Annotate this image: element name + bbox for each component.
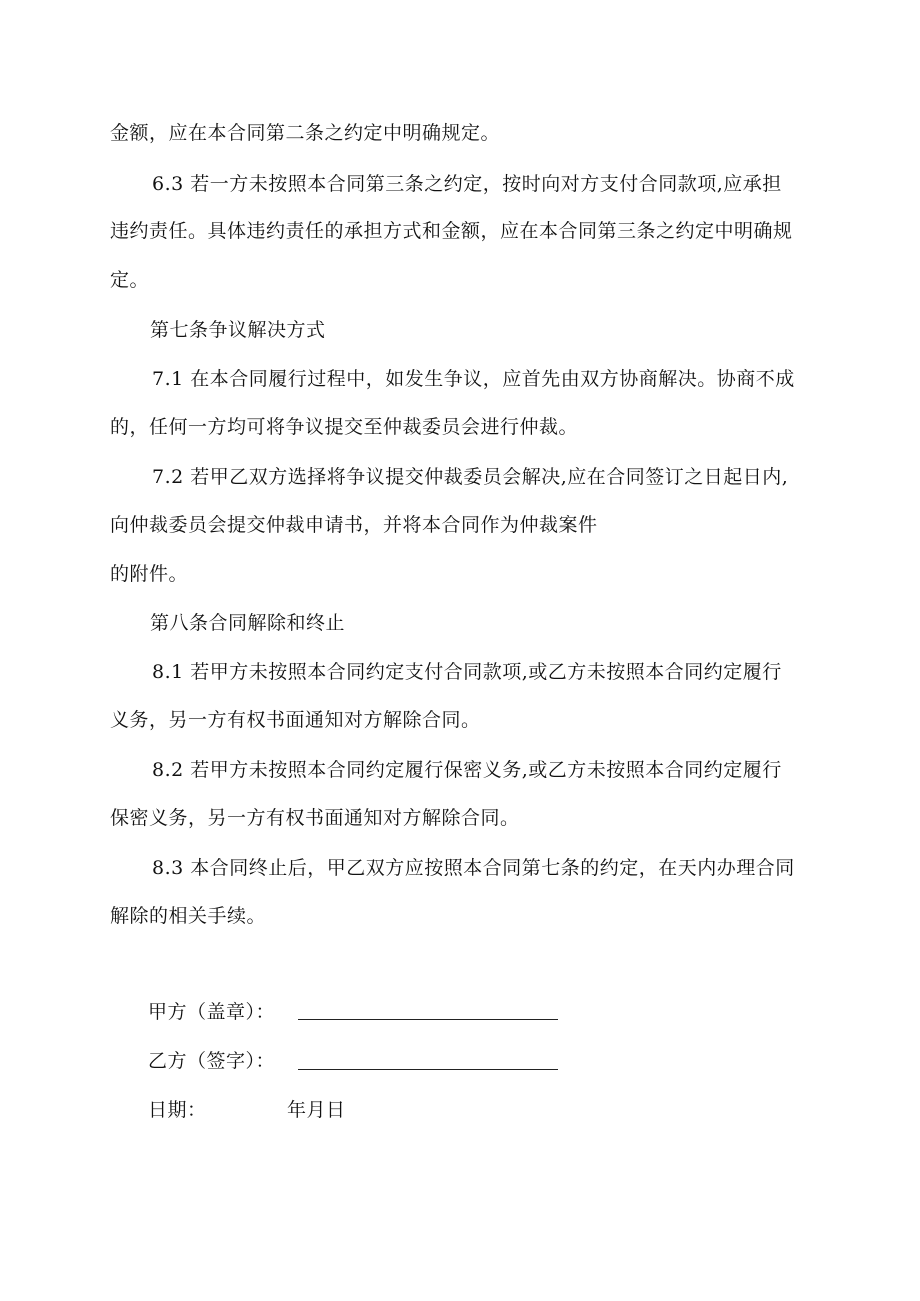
article-7-heading: 第七条争议解决方式: [150, 319, 326, 341]
clause-8-2-line-2: 保密义务，另一方有权书面通知对方解除合同。: [110, 807, 520, 829]
date-value: 年月日: [287, 1099, 346, 1121]
clause-7-1-line-2: 的，任何一方均可将争议提交至仲裁委员会进行仲裁。: [110, 416, 579, 438]
clause-6-3-line-1: 6.3 若一方未按照本合同第三条之约定，按时向对方支付合同款项,应承担: [152, 173, 782, 195]
date-label: 日期：: [148, 1099, 207, 1121]
party-b-signature-line: [298, 1069, 558, 1070]
clause-7-1-line-1: 7.1 在本合同履行过程中，如发生争议，应首先由双方协商解决。协商不成: [152, 368, 795, 390]
article-8-heading: 第八条合同解除和终止: [150, 612, 346, 634]
clause-8-1-line-1: 8.1 若甲方未按照本合同约定支付合同款项,或乙方未按照本合同约定履行: [152, 661, 782, 683]
clause-6-3-line-3: 定。: [110, 269, 150, 291]
clause-6-3-line-2: 违约责任。具体违约责任的承担方式和金额，应在本合同第三条之约定中明确规: [110, 220, 793, 242]
clause-8-3-line-2: 解除的相关手续。: [110, 905, 267, 927]
party-b-label: 乙方（签字）：: [148, 1050, 276, 1072]
clause-7-2-line-1: 7.2 若甲乙双方选择将争议提交仲裁委员会解决,应在合同签订之日起日内,: [152, 466, 789, 488]
clause-7-2-line-3: 的附件。: [110, 563, 189, 585]
clause-7-2-line-2: 向仲裁委员会提交仲裁申请书，并将本合同作为仲裁案件: [110, 514, 598, 536]
clause-8-1-line-2: 义务，另一方有权书面通知对方解除合同。: [110, 709, 481, 731]
paragraph-line: 金额，应在本合同第二条之约定中明确规定。: [110, 122, 501, 144]
clause-8-2-line-1: 8.2 若甲方未按照本合同约定履行保密义务,或乙方未按照本合同约定履行: [152, 759, 782, 781]
clause-8-3-line-1: 8.3 本合同终止后，甲乙双方应按照本合同第七条的约定，在天内办理合同: [152, 857, 795, 879]
party-a-signature-line: [298, 1019, 558, 1020]
party-a-label: 甲方（盖章）：: [148, 1001, 276, 1023]
